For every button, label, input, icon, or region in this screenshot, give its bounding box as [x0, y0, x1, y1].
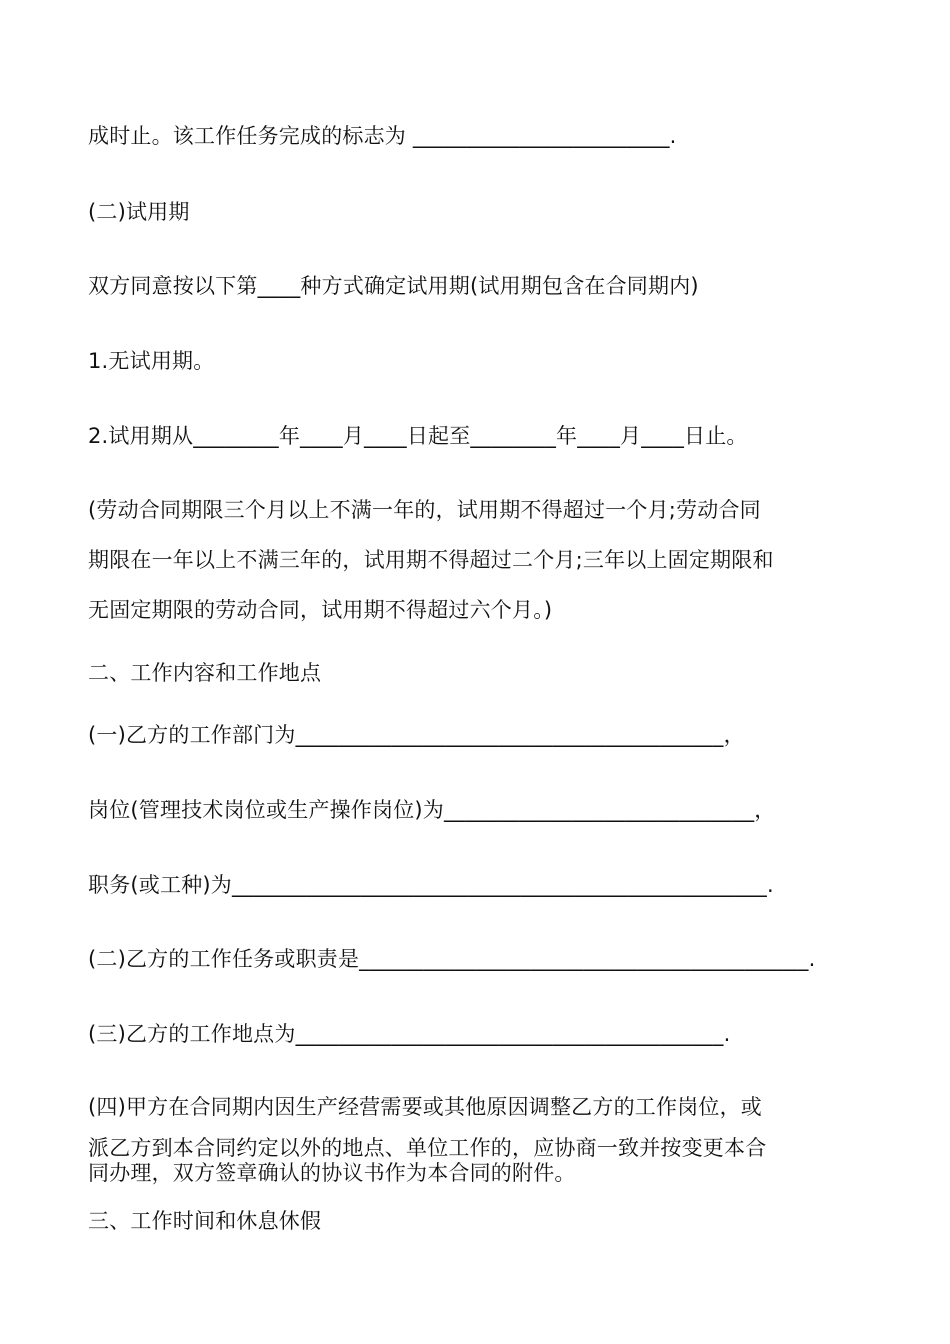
paragraph-adjustment-line-1: (四)甲方在合同期内因生产经营需要或其他原因调整乙方的工作岗位，或 — [88, 1095, 762, 1119]
paragraph-adjustment-line-3: 同办理，双方签章确认的协议书作为本合同的附件。 — [88, 1161, 576, 1185]
note-line-2: 期限在一年以上不满三年的，试用期不得超过二个月;三年以上固定期限和 — [88, 548, 774, 572]
paragraph-work-location: (三)乙方的工作地点为________________________________________. — [88, 1022, 731, 1046]
note-line-1: (劳动合同期限三个月以上不满一年的，试用期不得超过一个月;劳动合同 — [88, 498, 761, 522]
paragraph-department: (一)乙方的工作部门为________________________________________， — [88, 723, 745, 747]
paragraph-job-title: 职务(或工种)为__________________________________________________. — [88, 873, 774, 897]
list-item-no-probation: 1.无试用期。 — [88, 349, 215, 373]
list-item-probation-period: 2.试用期从________年____月____日起至________年____月____日止。 — [88, 424, 748, 448]
paragraph-probation-method: 双方同意按以下第____种方式确定试用期(试用期包含在合同期内) — [88, 274, 699, 298]
paragraph-duties: (二)乙方的工作任务或职责是__________________________________________. — [88, 947, 816, 971]
paragraph-completion-mark: 成时止。该工作任务完成的标志为 ________________________. — [88, 124, 677, 148]
section-heading-probation: (二)试用期 — [88, 200, 190, 224]
paragraph-adjustment-line-2: 派乙方到本合同约定以外的地点、单位工作的，应协商一致并按变更本合 — [88, 1136, 767, 1160]
section-heading-work-content: 二、工作内容和工作地点 — [88, 661, 322, 685]
section-heading-work-hours: 三、工作时间和休息休假 — [88, 1209, 322, 1233]
note-line-3: 无固定期限的劳动合同，试用期不得超过六个月。) — [88, 598, 553, 622]
paragraph-position: 岗位(管理技术岗位或生产操作岗位)为_____________________________， — [88, 798, 776, 822]
